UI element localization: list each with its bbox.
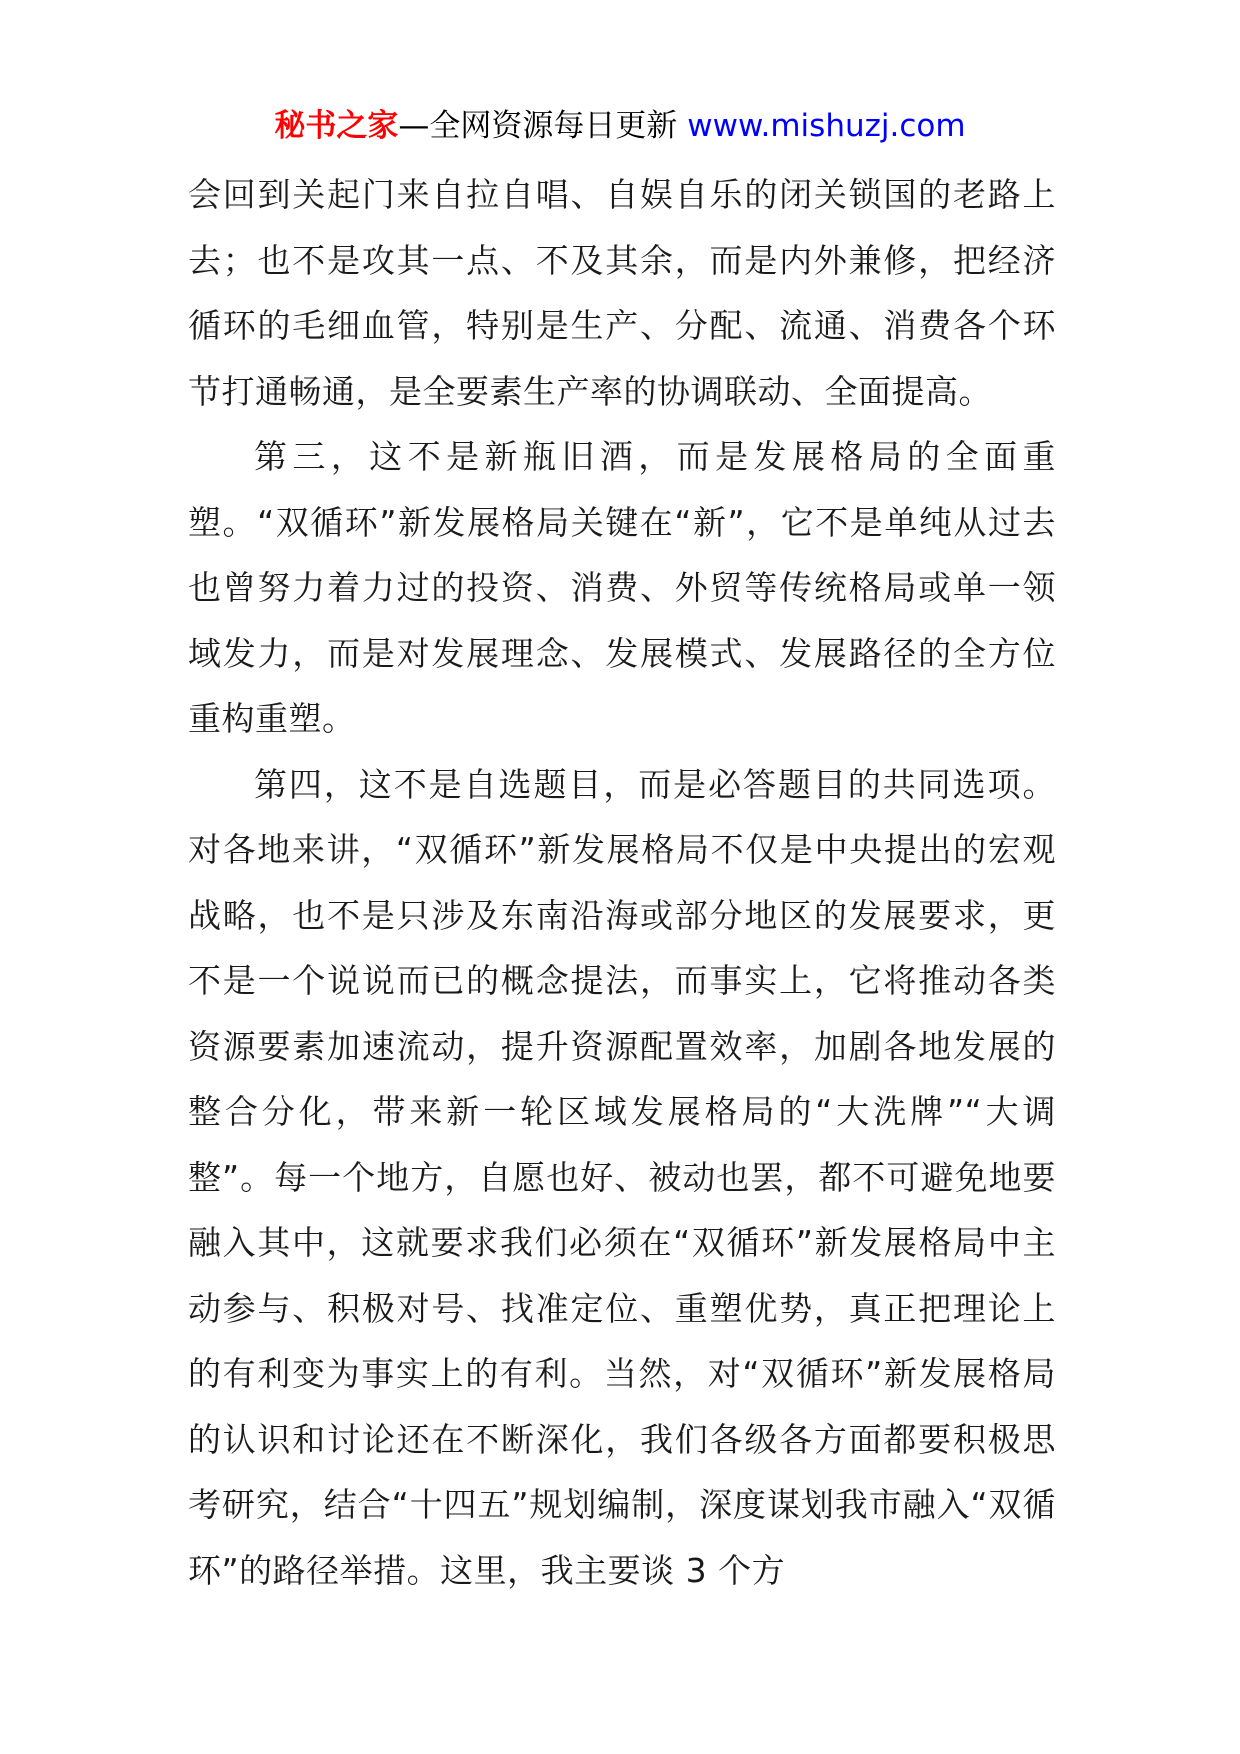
paragraph-fourth-point: 第四，这不是自选题目，而是必答题目的共同选项。对各地来讲，“双循环”新发展格局不仅是中央提出的宏观战略，也不是只涉及东南沿海或部分地区的发展要求，更不是一个说说而已的概念提法，而事实上，它将推动各类资源要素加速流动，提升资源配置效率，加剧各地发展的整合分化，带来新一轮区域发展格局的“大洗牌”“大调整”。每一个地方，自愿也好、被动也罢，都不可避免地要融入其中，这就要求我们必须在“双循环”新发展格局中主动参与、积极对号、找准定位、重塑优势，真正把理论上的有利变为事实上的有利。当然，对“双循环”新发展格局的认识和讨论还在不断深化，我们各级各方面都要积极思考研究，结合“十四五”规划编制，深度谋划我市融入“双循环”的路径举措。这里，我主要谈 3 个方 [188, 764, 1056, 1590]
header-brand: 秘书之家 [274, 108, 399, 144]
page-header [0, 104, 1240, 148]
header-url-link[interactable]: www.mishuzj.com [687, 108, 966, 144]
document-body [188, 162, 1056, 1603]
paragraph-continuation: 会回到关起门来自拉自唱、自娱自乐的闭关锁国的老路上去；也不是攻其一点、不及其余，而是内外兼修，把经济循环的毛细血管，特别是生产、分配、流通、消费各个环节打通畅通，是全要素生产率的协调联动、全面提高。 [188, 175, 1056, 411]
header-slogan: —全网资源每日更新 [398, 108, 678, 144]
paragraph-third-point: 第三，这不是新瓶旧酒，而是发展格局的全面重塑。“双循环”新发展格局关键在“新”，它不是单纯从过去也曾努力着力过的投资、消费、外贸等传统格局或单一领域发力，而是对发展理念、发展模式、发展路径的全方位重构重塑。 [188, 437, 1056, 738]
